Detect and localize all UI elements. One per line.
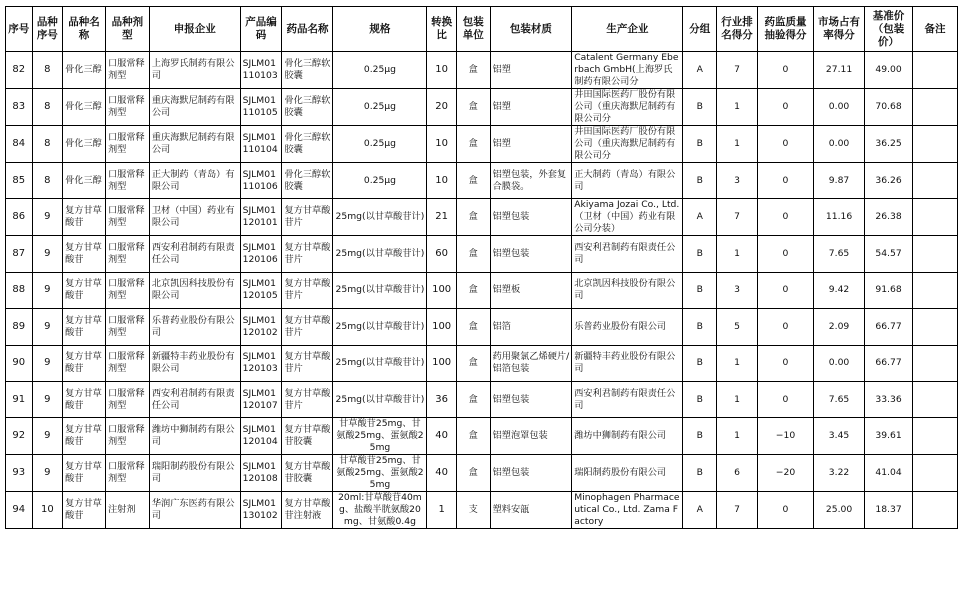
table-cell: 9 bbox=[32, 236, 63, 272]
table-cell: 0 bbox=[757, 236, 813, 272]
table-cell: 0 bbox=[757, 345, 813, 381]
table-cell: 瑞阳制药股份有限公司 bbox=[572, 455, 683, 492]
table-cell: 88 bbox=[6, 272, 33, 308]
table-cell: 骨化三醇 bbox=[63, 52, 106, 89]
table-cell: 盒 bbox=[456, 236, 490, 272]
table-cell: 铝塑包装 bbox=[490, 199, 572, 236]
table-cell: 重庆海默尼制药有限公司 bbox=[149, 126, 240, 163]
table-cell: 1 bbox=[717, 236, 758, 272]
table-cell: 66.77 bbox=[865, 345, 913, 381]
table-cell: SJLM01120106 bbox=[240, 236, 282, 272]
table-cell: 口服常释剂型 bbox=[105, 272, 149, 308]
table-row bbox=[6, 309, 958, 345]
table-cell: 7.65 bbox=[814, 236, 865, 272]
table-cell: 100 bbox=[427, 345, 457, 381]
table-cell: 支 bbox=[456, 492, 490, 529]
table-cell: B bbox=[683, 272, 717, 308]
header-cell: 包装材质 bbox=[490, 7, 572, 52]
table-cell: SJLM01120105 bbox=[240, 272, 282, 308]
table-cell: 41.04 bbox=[865, 455, 913, 492]
table-cell: SJLM01120104 bbox=[240, 418, 282, 455]
table-cell: 0 bbox=[757, 272, 813, 308]
table-cell: 25mg(以甘草酸苷计) bbox=[333, 236, 427, 272]
table-cell: 100 bbox=[427, 309, 457, 345]
table-cell bbox=[913, 272, 958, 308]
table-cell: 1 bbox=[717, 418, 758, 455]
table-cell: 铝塑包装，外套复合膜袋。 bbox=[490, 163, 572, 199]
table-cell: 87 bbox=[6, 236, 33, 272]
table-cell: −20 bbox=[757, 455, 813, 492]
table-row bbox=[6, 199, 958, 236]
table-cell: 口服常释剂型 bbox=[105, 345, 149, 381]
header-cell: 品种剂型 bbox=[105, 7, 149, 52]
table-cell: 9 bbox=[32, 418, 63, 455]
table-cell: 骨化三醇软胶囊 bbox=[282, 126, 333, 163]
table-cell: SJLM01110103 bbox=[240, 52, 282, 89]
table-cell: B bbox=[683, 455, 717, 492]
table-row bbox=[6, 236, 958, 272]
table-cell bbox=[913, 345, 958, 381]
table-cell: 20 bbox=[427, 89, 457, 126]
table-cell: 口服常释剂型 bbox=[105, 455, 149, 492]
table-cell: 盒 bbox=[456, 381, 490, 417]
table-cell: 注射剂 bbox=[105, 492, 149, 529]
table-cell: 复方甘草酸苷片 bbox=[282, 381, 333, 417]
table-row bbox=[6, 492, 958, 529]
table-cell: 骨化三醇 bbox=[63, 163, 106, 199]
table-cell: 10 bbox=[427, 126, 457, 163]
table-cell: 复方甘草酸苷 bbox=[63, 272, 106, 308]
table-cell: 复方甘草酸苷 bbox=[63, 309, 106, 345]
table-cell: 西安利君制药有限责任公司 bbox=[572, 236, 683, 272]
table-cell bbox=[913, 381, 958, 417]
header-row bbox=[6, 7, 958, 52]
table-cell: 正大制药（青岛）有限公司 bbox=[149, 163, 240, 199]
table-cell: 49.00 bbox=[865, 52, 913, 89]
table-cell: A bbox=[683, 199, 717, 236]
table-cell: 潍坊中狮制药有限公司 bbox=[572, 418, 683, 455]
table-cell: 0.00 bbox=[814, 345, 865, 381]
table-cell: 9.87 bbox=[814, 163, 865, 199]
table-cell: 0 bbox=[757, 199, 813, 236]
table-cell: 20ml:甘草酸苷40mg、盐酸半胱氨酸20mg、甘氨酸0.4g bbox=[333, 492, 427, 529]
table-cell: 铝塑 bbox=[490, 52, 572, 89]
table-cell: 36.25 bbox=[865, 126, 913, 163]
table-cell: 25mg(以甘草酸苷计) bbox=[333, 381, 427, 417]
table-cell: 18.37 bbox=[865, 492, 913, 529]
table-cell: 25.00 bbox=[814, 492, 865, 529]
table-cell: 39.61 bbox=[865, 418, 913, 455]
table-cell bbox=[913, 126, 958, 163]
table-cell: 0 bbox=[757, 492, 813, 529]
table-cell: 36 bbox=[427, 381, 457, 417]
table-cell: 7 bbox=[717, 199, 758, 236]
table-cell: 10 bbox=[32, 492, 63, 529]
table-cell: 盒 bbox=[456, 455, 490, 492]
table-cell: 盒 bbox=[456, 418, 490, 455]
table-cell: 潍坊中狮制药有限公司 bbox=[149, 418, 240, 455]
table-cell: 0 bbox=[757, 163, 813, 199]
header-cell: 药品名称 bbox=[282, 7, 333, 52]
table-cell bbox=[913, 418, 958, 455]
table-cell: 卫材（中国）药业有限公司 bbox=[149, 199, 240, 236]
table-cell: 9.42 bbox=[814, 272, 865, 308]
table-cell: SJLM01130102 bbox=[240, 492, 282, 529]
header-cell: 品种序号 bbox=[32, 7, 63, 52]
table-cell: 北京凯因科技股份有限公司 bbox=[572, 272, 683, 308]
table-cell: 铝塑包装 bbox=[490, 455, 572, 492]
table-row bbox=[6, 272, 958, 308]
price-table bbox=[5, 6, 958, 529]
table-cell: 华润广东医药有限公司 bbox=[149, 492, 240, 529]
table-cell: 口服常释剂型 bbox=[105, 381, 149, 417]
table-cell: 6 bbox=[717, 455, 758, 492]
table-cell: Minophagen Pharmaceutical Co., Ltd. Zama Factory bbox=[572, 492, 683, 529]
table-cell: SJLM01120101 bbox=[240, 199, 282, 236]
table-cell: SJLM01110106 bbox=[240, 163, 282, 199]
table-cell: 盒 bbox=[456, 89, 490, 126]
table-cell: 94 bbox=[6, 492, 33, 529]
table-cell: 铝塑 bbox=[490, 126, 572, 163]
table-cell bbox=[913, 89, 958, 126]
table-cell: 27.11 bbox=[814, 52, 865, 89]
table-cell: 复方甘草酸苷片 bbox=[282, 345, 333, 381]
table-cell: 9 bbox=[32, 199, 63, 236]
table-cell: 86 bbox=[6, 199, 33, 236]
table-cell: 33.36 bbox=[865, 381, 913, 417]
table-cell: 盒 bbox=[456, 52, 490, 89]
table-cell: 91 bbox=[6, 381, 33, 417]
table-cell: 1 bbox=[427, 492, 457, 529]
table-cell: 复方甘草酸苷胶囊 bbox=[282, 418, 333, 455]
table-cell: B bbox=[683, 418, 717, 455]
header-cell: 分组 bbox=[683, 7, 717, 52]
table-cell: 北京凯因科技股份有限公司 bbox=[149, 272, 240, 308]
table-cell: 复方甘草酸苷片 bbox=[282, 199, 333, 236]
table-cell: 上海罗氏制药有限公司 bbox=[149, 52, 240, 89]
header-cell: 规格 bbox=[333, 7, 427, 52]
table-cell: 9 bbox=[32, 381, 63, 417]
table-cell: 新疆特丰药业股份有限公司 bbox=[572, 345, 683, 381]
table-cell: 8 bbox=[32, 126, 63, 163]
table-cell: 复方甘草酸苷 bbox=[63, 492, 106, 529]
table-row bbox=[6, 418, 958, 455]
table-cell: 口服常释剂型 bbox=[105, 418, 149, 455]
table-cell bbox=[913, 52, 958, 89]
table-cell: 1 bbox=[717, 345, 758, 381]
table-cell: 复方甘草酸苷注射液 bbox=[282, 492, 333, 529]
table-cell: 复方甘草酸苷 bbox=[63, 381, 106, 417]
header-cell: 包装单位 bbox=[456, 7, 490, 52]
table-cell: Akiyama Jozai Co., Ltd.（卫材（中国）药业有限公司分装） bbox=[572, 199, 683, 236]
table-cell: 9 bbox=[32, 455, 63, 492]
table-cell: 91.68 bbox=[865, 272, 913, 308]
table-cell: 9 bbox=[32, 309, 63, 345]
table-cell: B bbox=[683, 236, 717, 272]
table-cell: B bbox=[683, 163, 717, 199]
table-cell: 口服常释剂型 bbox=[105, 52, 149, 89]
table-cell: 36.26 bbox=[865, 163, 913, 199]
table-cell: 乐普药业股份有限公司 bbox=[149, 309, 240, 345]
table-cell: 5 bbox=[717, 309, 758, 345]
table-cell: 9 bbox=[32, 272, 63, 308]
table-cell: 21 bbox=[427, 199, 457, 236]
table-cell: 复方甘草酸苷片 bbox=[282, 236, 333, 272]
table-cell: 乐普药业股份有限公司 bbox=[572, 309, 683, 345]
table-cell bbox=[913, 236, 958, 272]
table-cell: 西安利君制药有限责任公司 bbox=[572, 381, 683, 417]
table-cell: 70.68 bbox=[865, 89, 913, 126]
table-row bbox=[6, 52, 958, 89]
table-cell: 复方甘草酸苷 bbox=[63, 345, 106, 381]
table-cell: 0.00 bbox=[814, 126, 865, 163]
table-cell: 复方甘草酸苷 bbox=[63, 199, 106, 236]
table-cell: 铝塑 bbox=[490, 89, 572, 126]
table-cell: SJLM01120107 bbox=[240, 381, 282, 417]
table-row bbox=[6, 455, 958, 492]
table-cell: 7.65 bbox=[814, 381, 865, 417]
table-cell: 82 bbox=[6, 52, 33, 89]
header-cell: 申报企业 bbox=[149, 7, 240, 52]
table-cell: 铝塑包装 bbox=[490, 236, 572, 272]
header-cell: 生产企业 bbox=[572, 7, 683, 52]
table-cell: 92 bbox=[6, 418, 33, 455]
table-cell: SJLM01120108 bbox=[240, 455, 282, 492]
header-cell: 产品编码 bbox=[240, 7, 282, 52]
table-cell: 骨化三醇 bbox=[63, 126, 106, 163]
table-cell: 54.57 bbox=[865, 236, 913, 272]
table-cell: SJLM01120102 bbox=[240, 309, 282, 345]
table-cell: 西安利君制药有限责任公司 bbox=[149, 381, 240, 417]
table-row bbox=[6, 381, 958, 417]
table-cell: 11.16 bbox=[814, 199, 865, 236]
table-cell: 40 bbox=[427, 455, 457, 492]
table-cell bbox=[913, 199, 958, 236]
table-cell: 40 bbox=[427, 418, 457, 455]
table-cell: B bbox=[683, 89, 717, 126]
table-cell: SJLM01110105 bbox=[240, 89, 282, 126]
table-cell: 89 bbox=[6, 309, 33, 345]
table-cell: 骨化三醇软胶囊 bbox=[282, 52, 333, 89]
header-cell: 基准价（包装价） bbox=[865, 7, 913, 52]
table-cell: 甘草酸苷25mg、甘氨酸25mg、蛋氨酸25mg bbox=[333, 418, 427, 455]
table-cell: 口服常释剂型 bbox=[105, 309, 149, 345]
table-cell: B bbox=[683, 126, 717, 163]
header-cell: 转换比 bbox=[427, 7, 457, 52]
table-cell: 8 bbox=[32, 89, 63, 126]
table-cell: 0.25μg bbox=[333, 52, 427, 89]
table-cell: 铝箔 bbox=[490, 309, 572, 345]
table-cell bbox=[913, 163, 958, 199]
table-cell: 1 bbox=[717, 89, 758, 126]
table-cell: 复方甘草酸苷片 bbox=[282, 272, 333, 308]
table-cell: 66.77 bbox=[865, 309, 913, 345]
table-cell: 93 bbox=[6, 455, 33, 492]
table-cell: 9 bbox=[32, 345, 63, 381]
table-cell: 盒 bbox=[456, 163, 490, 199]
table-cell: 口服常释剂型 bbox=[105, 89, 149, 126]
table-cell bbox=[913, 309, 958, 345]
table-cell: 3.45 bbox=[814, 418, 865, 455]
table-cell: 100 bbox=[427, 272, 457, 308]
table-cell: B bbox=[683, 309, 717, 345]
table-cell: 新疆特丰药业股份有限公司 bbox=[149, 345, 240, 381]
table-cell: 0 bbox=[757, 89, 813, 126]
table-cell: 25mg(以甘草酸苷计) bbox=[333, 199, 427, 236]
table-cell: 25mg(以甘草酸苷计) bbox=[333, 345, 427, 381]
table-cell: 铝塑板 bbox=[490, 272, 572, 308]
table-cell: A bbox=[683, 492, 717, 529]
header-cell: 行业排名得分 bbox=[717, 7, 758, 52]
table-cell: SJLM01120103 bbox=[240, 345, 282, 381]
table-cell: 0.25μg bbox=[333, 126, 427, 163]
table-cell bbox=[913, 492, 958, 529]
table-cell: 0.00 bbox=[814, 89, 865, 126]
table-row bbox=[6, 345, 958, 381]
table-cell: 8 bbox=[32, 52, 63, 89]
table-cell: 井田国际医药厂股份有限公司（重庆海默尼制药有限公司分 bbox=[572, 126, 683, 163]
table-cell: 25mg(以甘草酸苷计) bbox=[333, 272, 427, 308]
table-cell: 85 bbox=[6, 163, 33, 199]
table-cell: 2.09 bbox=[814, 309, 865, 345]
table-cell: 0.25μg bbox=[333, 163, 427, 199]
table-cell: 口服常释剂型 bbox=[105, 163, 149, 199]
table-cell: 骨化三醇 bbox=[63, 89, 106, 126]
table-cell bbox=[913, 455, 958, 492]
header-cell: 序号 bbox=[6, 7, 33, 52]
table-cell: 0 bbox=[757, 381, 813, 417]
table-cell: 0 bbox=[757, 126, 813, 163]
table-cell: 盒 bbox=[456, 309, 490, 345]
table-cell: 26.38 bbox=[865, 199, 913, 236]
table-cell: 铝塑包装 bbox=[490, 381, 572, 417]
table-cell: 复方甘草酸苷 bbox=[63, 418, 106, 455]
table-cell: 复方甘草酸苷 bbox=[63, 236, 106, 272]
table-cell: 0.25μg bbox=[333, 89, 427, 126]
table-cell: 10 bbox=[427, 163, 457, 199]
table-cell: 0 bbox=[757, 309, 813, 345]
table-cell: 3 bbox=[717, 272, 758, 308]
table-cell: Catalent Germany Eberbach GmbH(上海罗氏制药有限公司分 bbox=[572, 52, 683, 89]
table-cell: 骨化三醇软胶囊 bbox=[282, 89, 333, 126]
table-cell: 盒 bbox=[456, 272, 490, 308]
table-cell: 3.22 bbox=[814, 455, 865, 492]
table-cell: 盒 bbox=[456, 345, 490, 381]
table-cell: 塑料安瓿 bbox=[490, 492, 572, 529]
table-cell: 盒 bbox=[456, 199, 490, 236]
table-cell: B bbox=[683, 345, 717, 381]
table-cell: 25mg(以甘草酸苷计) bbox=[333, 309, 427, 345]
table-row bbox=[6, 89, 958, 126]
table-cell: 口服常释剂型 bbox=[105, 236, 149, 272]
table-cell: SJLM01110104 bbox=[240, 126, 282, 163]
table-cell: 井田国际医药厂股份有限公司（重庆海默尼制药有限公司分 bbox=[572, 89, 683, 126]
table-cell: 复方甘草酸苷片 bbox=[282, 309, 333, 345]
table-cell: 甘草酸苷25mg、甘氨酸25mg、蛋氨酸25mg bbox=[333, 455, 427, 492]
table-cell: 复方甘草酸苷胶囊 bbox=[282, 455, 333, 492]
table-cell: 83 bbox=[6, 89, 33, 126]
table-cell: 1 bbox=[717, 126, 758, 163]
table-cell: 口服常释剂型 bbox=[105, 126, 149, 163]
header-cell: 药监质量抽验得分 bbox=[757, 7, 813, 52]
table-cell: 西安利君制药有限责任公司 bbox=[149, 236, 240, 272]
table-cell: 骨化三醇软胶囊 bbox=[282, 163, 333, 199]
table-cell: 瑞阳制药股份有限公司 bbox=[149, 455, 240, 492]
table-cell: 90 bbox=[6, 345, 33, 381]
header-cell: 品种名称 bbox=[63, 7, 106, 52]
header-cell: 备注 bbox=[913, 7, 958, 52]
table-cell: 8 bbox=[32, 163, 63, 199]
table-cell: 口服常释剂型 bbox=[105, 199, 149, 236]
table-row bbox=[6, 126, 958, 163]
table-cell: 7 bbox=[717, 52, 758, 89]
table-cell: 药用聚氯乙烯硬片/铝箔包装 bbox=[490, 345, 572, 381]
table-cell: 正大制药（青岛）有限公司 bbox=[572, 163, 683, 199]
table-cell: −10 bbox=[757, 418, 813, 455]
table-cell: 复方甘草酸苷 bbox=[63, 455, 106, 492]
table-cell: 84 bbox=[6, 126, 33, 163]
table-cell: 铝塑泡罩包装 bbox=[490, 418, 572, 455]
table-cell: 10 bbox=[427, 52, 457, 89]
table-cell: B bbox=[683, 381, 717, 417]
table-row bbox=[6, 163, 958, 199]
table-cell: 60 bbox=[427, 236, 457, 272]
table-cell: 0 bbox=[757, 52, 813, 89]
table-cell: A bbox=[683, 52, 717, 89]
table-cell: 盒 bbox=[456, 126, 490, 163]
table-cell: 3 bbox=[717, 163, 758, 199]
table-cell: 7 bbox=[717, 492, 758, 529]
table-cell: 1 bbox=[717, 381, 758, 417]
header-cell: 市场占有率得分 bbox=[814, 7, 865, 52]
table-cell: 重庆海默尼制药有限公司 bbox=[149, 89, 240, 126]
